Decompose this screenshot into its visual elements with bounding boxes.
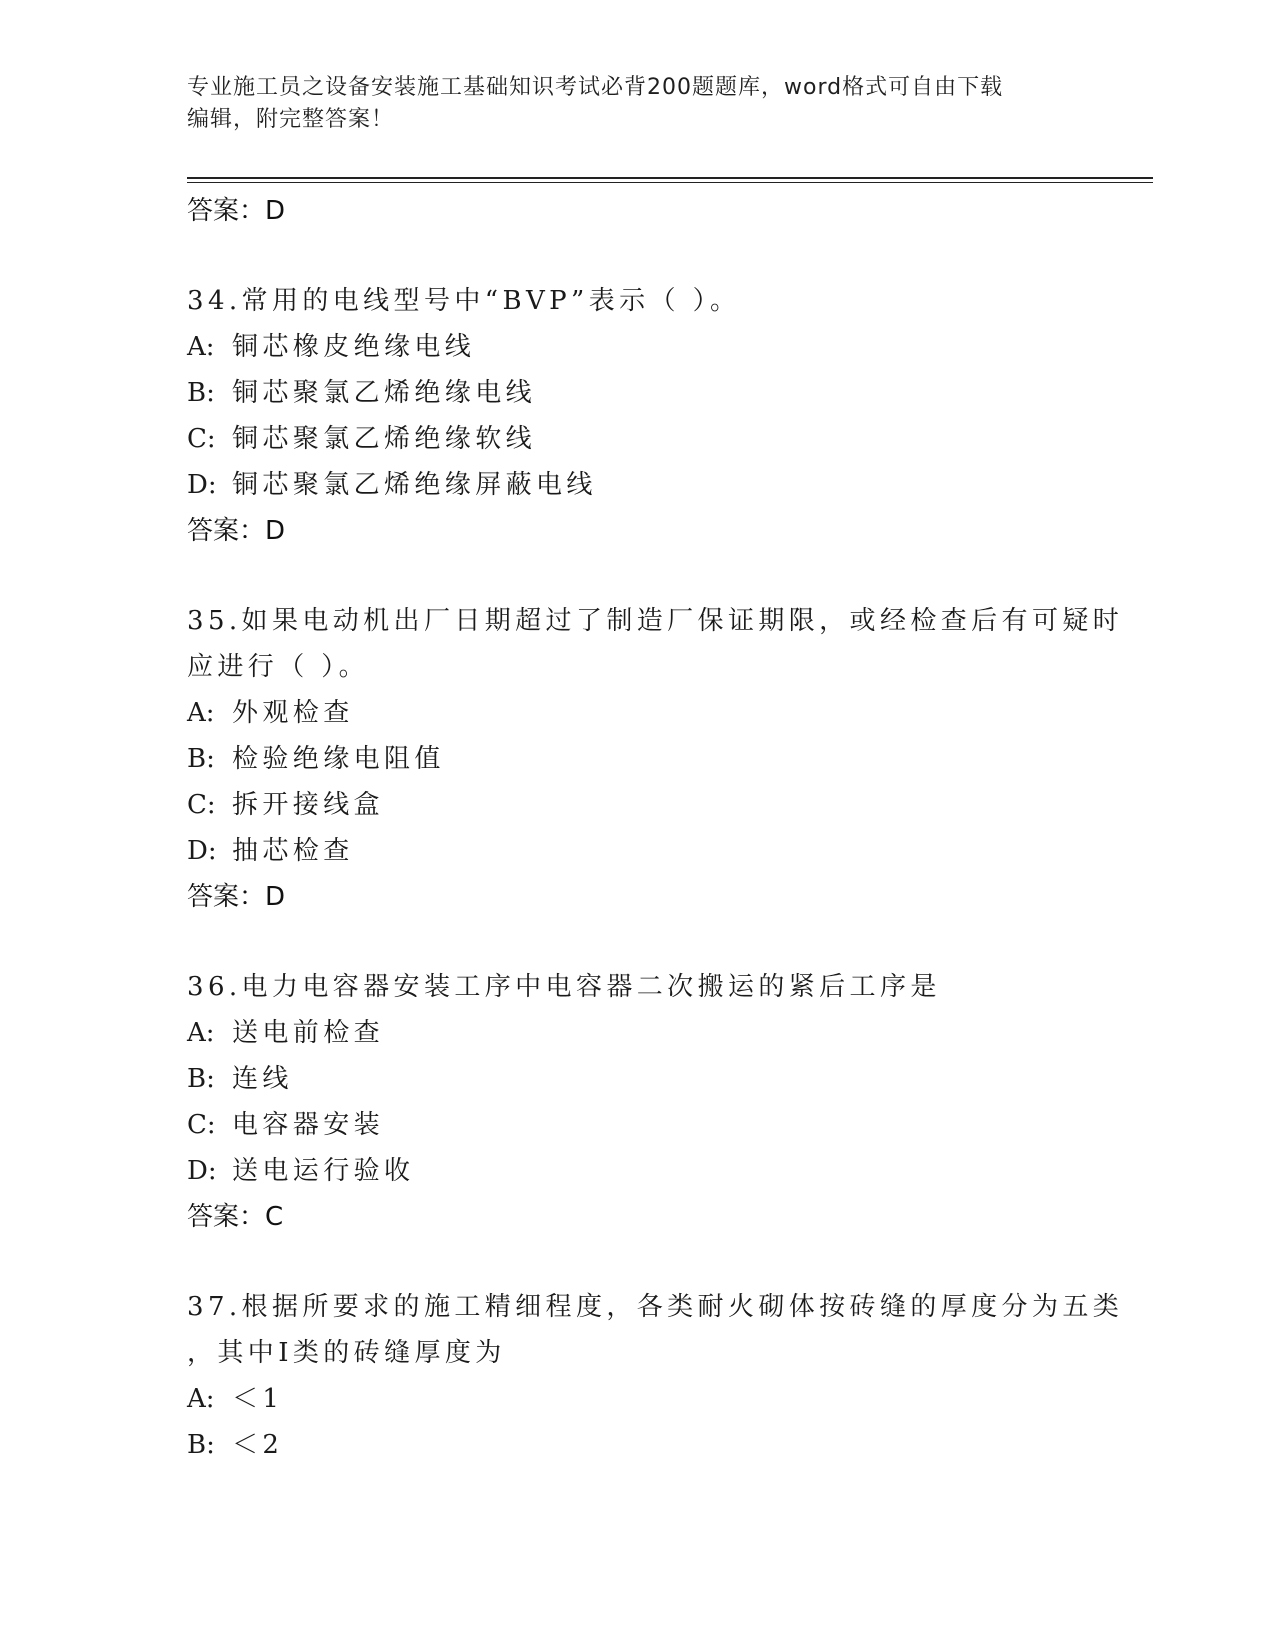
question-spacer bbox=[187, 920, 1087, 964]
question-block bbox=[187, 964, 1087, 1240]
option-item bbox=[187, 416, 1087, 462]
answer-label: 答案： bbox=[187, 196, 266, 226]
option-text: 铜芯聚氯乙烯绝缘电线 bbox=[232, 378, 537, 408]
option-letter: D: bbox=[187, 470, 217, 500]
question-spacer bbox=[187, 1240, 1087, 1284]
option-text: 检验绝缘电阻值 bbox=[232, 744, 445, 774]
option-text: 抽芯检查 bbox=[232, 836, 354, 866]
option-letter: C: bbox=[187, 424, 216, 454]
answer-line bbox=[187, 874, 1087, 920]
option-item bbox=[187, 1148, 1087, 1194]
option-text: 拆开接线盒 bbox=[232, 790, 385, 820]
option-letter: B: bbox=[187, 1430, 215, 1460]
question-spacer bbox=[187, 554, 1087, 598]
answer-value: D bbox=[265, 516, 286, 546]
question-text: 37.根据所要求的施工精细程度，各类耐火砌体按砖缝的厚度分为五类 bbox=[187, 1292, 1124, 1322]
answer-line bbox=[187, 508, 1087, 554]
option-letter: D: bbox=[187, 1156, 217, 1186]
option-text: 外观检查 bbox=[232, 698, 354, 728]
answer-value: D bbox=[265, 196, 286, 226]
answer-value: D bbox=[265, 882, 286, 912]
option-letter: B: bbox=[187, 1064, 215, 1094]
question-spacer bbox=[187, 234, 1087, 278]
option-text: 送电前检查 bbox=[232, 1018, 385, 1048]
question-text: 34.常用的电线型号中“BVP”表示（ ）。 bbox=[187, 286, 741, 316]
option-item bbox=[187, 690, 1087, 736]
header-rule-thin bbox=[187, 182, 1153, 183]
question-block bbox=[187, 598, 1124, 920]
option-text: 铜芯橡皮绝缘电线 bbox=[232, 332, 476, 362]
answer-label: 答案： bbox=[187, 882, 266, 912]
question-block bbox=[187, 278, 1087, 554]
option-text: 连线 bbox=[232, 1064, 293, 1094]
option-item bbox=[187, 736, 1087, 782]
question-text: ，其中Ⅰ类的砖缝厚度为 bbox=[187, 1338, 506, 1368]
option-letter: B: bbox=[187, 378, 215, 408]
answer-value: C bbox=[265, 1202, 284, 1232]
option-item bbox=[187, 324, 1087, 370]
answer-line bbox=[187, 188, 1087, 234]
question-list bbox=[187, 188, 1124, 1468]
header-rule-thick bbox=[187, 177, 1153, 179]
document-header bbox=[187, 72, 1067, 136]
answer-label: 答案： bbox=[187, 516, 266, 546]
option-item bbox=[187, 1010, 1087, 1056]
option-item bbox=[187, 828, 1087, 874]
answer-label: 答案： bbox=[187, 1202, 266, 1232]
option-item bbox=[187, 1422, 1087, 1468]
option-text: 送电运行验收 bbox=[232, 1156, 415, 1186]
answer-line bbox=[187, 1194, 1087, 1240]
option-letter: D: bbox=[187, 836, 217, 866]
option-letter: A: bbox=[187, 698, 215, 728]
question-text: 应进行（ ）。 bbox=[187, 652, 370, 682]
option-letter: B: bbox=[187, 744, 215, 774]
option-letter: A: bbox=[187, 1018, 215, 1048]
option-item bbox=[187, 782, 1087, 828]
option-text: 铜芯聚氯乙烯绝缘软线 bbox=[232, 424, 537, 454]
option-item bbox=[187, 1056, 1087, 1102]
question-text: 36.电力电容器安装工序中电容器二次搬运的紧后工序是 bbox=[187, 972, 941, 1002]
option-item bbox=[187, 370, 1087, 416]
option-text: 电容器安装 bbox=[232, 1110, 385, 1140]
option-item bbox=[187, 462, 1087, 508]
option-text: ＜2 bbox=[232, 1430, 284, 1460]
question-text: 35.如果电动机出厂日期超过了制造厂保证期限，或经检查后有可疑时 bbox=[187, 606, 1124, 636]
option-item bbox=[187, 1376, 1087, 1422]
option-item bbox=[187, 1102, 1087, 1148]
header-line-2: 编辑，附完整答案！ bbox=[187, 107, 395, 132]
header-line-1: 专业施工员之设备安装施工基础知识考试必背200题题库，word格式可自由下载 bbox=[187, 75, 1004, 100]
option-text: 铜芯聚氯乙烯绝缘屏蔽电线 bbox=[232, 470, 597, 500]
option-letter: C: bbox=[187, 790, 216, 820]
option-letter: C: bbox=[187, 1110, 216, 1140]
question-block bbox=[187, 1284, 1124, 1468]
option-letter: A: bbox=[187, 1384, 215, 1414]
option-letter: A: bbox=[187, 332, 215, 362]
option-text: ＜1 bbox=[232, 1384, 284, 1414]
